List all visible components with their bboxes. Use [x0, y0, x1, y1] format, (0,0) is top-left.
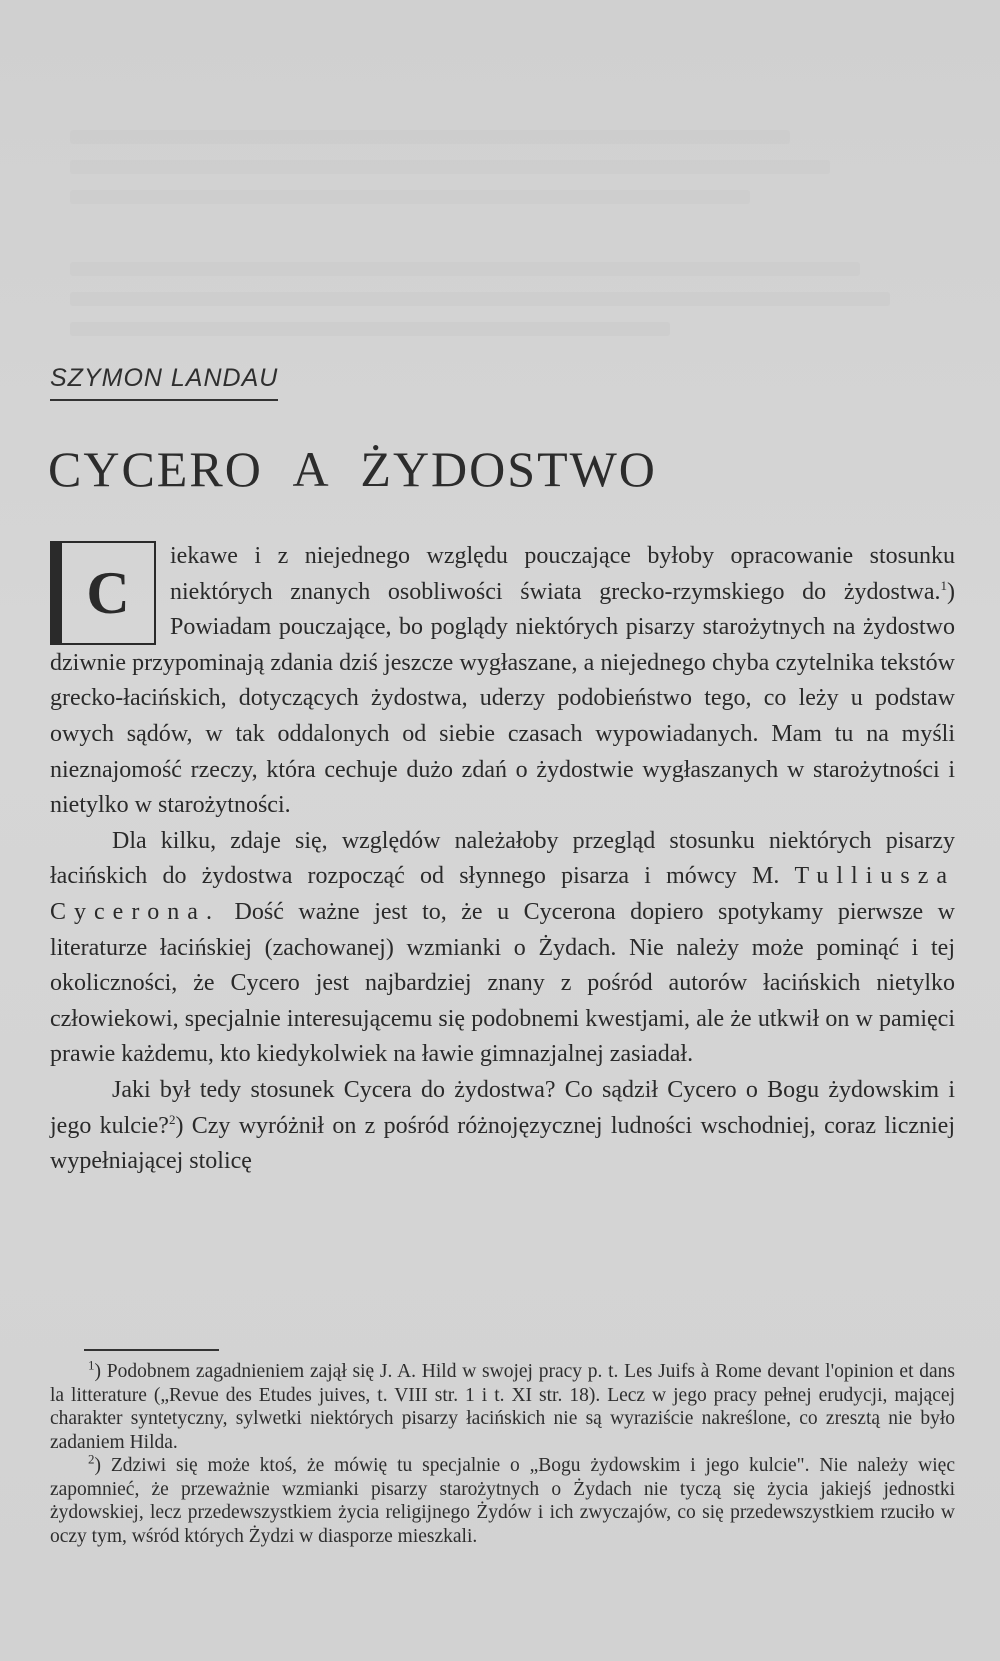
footnote-2-mark: 2	[88, 1451, 95, 1467]
author-name: SZYMON LANDAU	[50, 364, 278, 401]
footnote-separator	[84, 1349, 219, 1351]
paragraph-3-text-b: ) Czy wyróżnił on z pośród różnojęzycznej ludności wschodniej, coraz liczniej wypełniającej stolicę	[50, 1112, 955, 1175]
footnotes	[50, 1357, 955, 1548]
bleed-through-line	[70, 130, 790, 144]
footnote-2-text: ) Zdziwi się może ktoś, że mówię tu specjalnie o „Bogu żydowskim i jego kulcie". Nie należy więc zapomnieć, że przeważnie wzmianki pisarzy starożytnych o Żydach nie tyczą się życia jakiejś jednostki żydowskiej, lecz przedewszystkiem życia religijnego Żydów i ich zwyczajów, co się przedewszystkiem rzuciło w oczy tym, wśród których Żydzi w diasporze mieszkali.	[50, 1455, 955, 1547]
footnote-1-text: ) Podobnem zagadnieniem zajął się J. A. Hild w swojej pracy p. t. Les Juifs à Rome devant l'opinion et dans la litterature („Revue des Etudes juives, t. VIII str. 1 i t. XI str. 18). Lecz w jego pracy pełnej erudycji, mającej charakter syntetyczny, sylwetki niektórych pisarzy łacińskich nie są wyraziście nakreślone, co zresztą nie było zadaniem Hilda.	[50, 1361, 955, 1453]
paragraph-2-text-a: Dla kilku, zdaje się, względów należałoby przegląd stosunku niektórych pisarzy łacińskich do żydostwa rozpocząć od słynnego pisarza i mówcy M.	[50, 827, 955, 890]
footnote-1-mark: 1	[88, 1357, 95, 1373]
bleed-through-line	[70, 292, 890, 306]
footnote-1	[50, 1357, 955, 1454]
footnote-ref-1: 1	[940, 577, 947, 593]
drop-cap: C	[50, 541, 156, 645]
paragraph-3-text-a: Jaki był tedy stosunek Cycera do żydostwa? Co sądził Cycero o Bogu żydowskim i jego kulcie?	[50, 1076, 955, 1139]
article-title: CYCERO A ŻYDOSTWO	[48, 441, 657, 497]
paragraph-2-text-b: Dość ważne jest to, że u Cycerona dopiero spotykamy pierwsze w literaturze łacińskiej (zachowanej) wzmianki o Żydach. Nie należy może pominąć i tej okoliczności, że Cycero jest najbardziej znany z pośród autorów łacińskich nietylko człowiekowi, specjalnie interesującemu się podobnemi kwestjami, ale że utkwił on w pamięci prawie każdemu, kto kiedykolwiek na ławie gimnazjalnej zasiadał.	[50, 898, 956, 1068]
bleed-through-line	[70, 160, 830, 174]
paragraph-3	[50, 1073, 955, 1180]
article-body	[50, 539, 955, 1180]
bleed-through-line	[70, 262, 860, 276]
bleed-through-line	[70, 190, 750, 204]
paragraph-1-text-rest: ) Powiadam pouczające, bo poglądy niektórych pisarzy starożytnych na żydostwo dziwnie przypominają zdania dziś jeszcze wygłaszane, a niejednego chyba czytelnika tekstów grecko-łacińskich, dotyczących żydostwa, uderzy podobieństwo tego, co leży u podstaw owych sądów, w tak oddalonych od siebie czasach wypowiadanych. Mam tu na myśli nieznajomość rzeczy, która cechuje dużo zdań o żydostwie wygłaszanych w starożytności i nietylko w starożytności.	[50, 578, 955, 819]
cicero-name-spaced: Tulliusza Cycerona.	[50, 863, 956, 925]
paragraph-2	[50, 824, 955, 1073]
bleed-through-line	[70, 322, 670, 336]
paragraph-1	[50, 539, 955, 824]
footnote-ref-2: 2	[168, 1111, 176, 1127]
footnote-2	[50, 1451, 955, 1548]
paragraph-1-text: iekawe i z niejednego względu pouczające byłoby opracowanie stosunku niektórych znanych osobliwości świata grecko-rzymskiego do żydostwa.	[170, 543, 955, 605]
